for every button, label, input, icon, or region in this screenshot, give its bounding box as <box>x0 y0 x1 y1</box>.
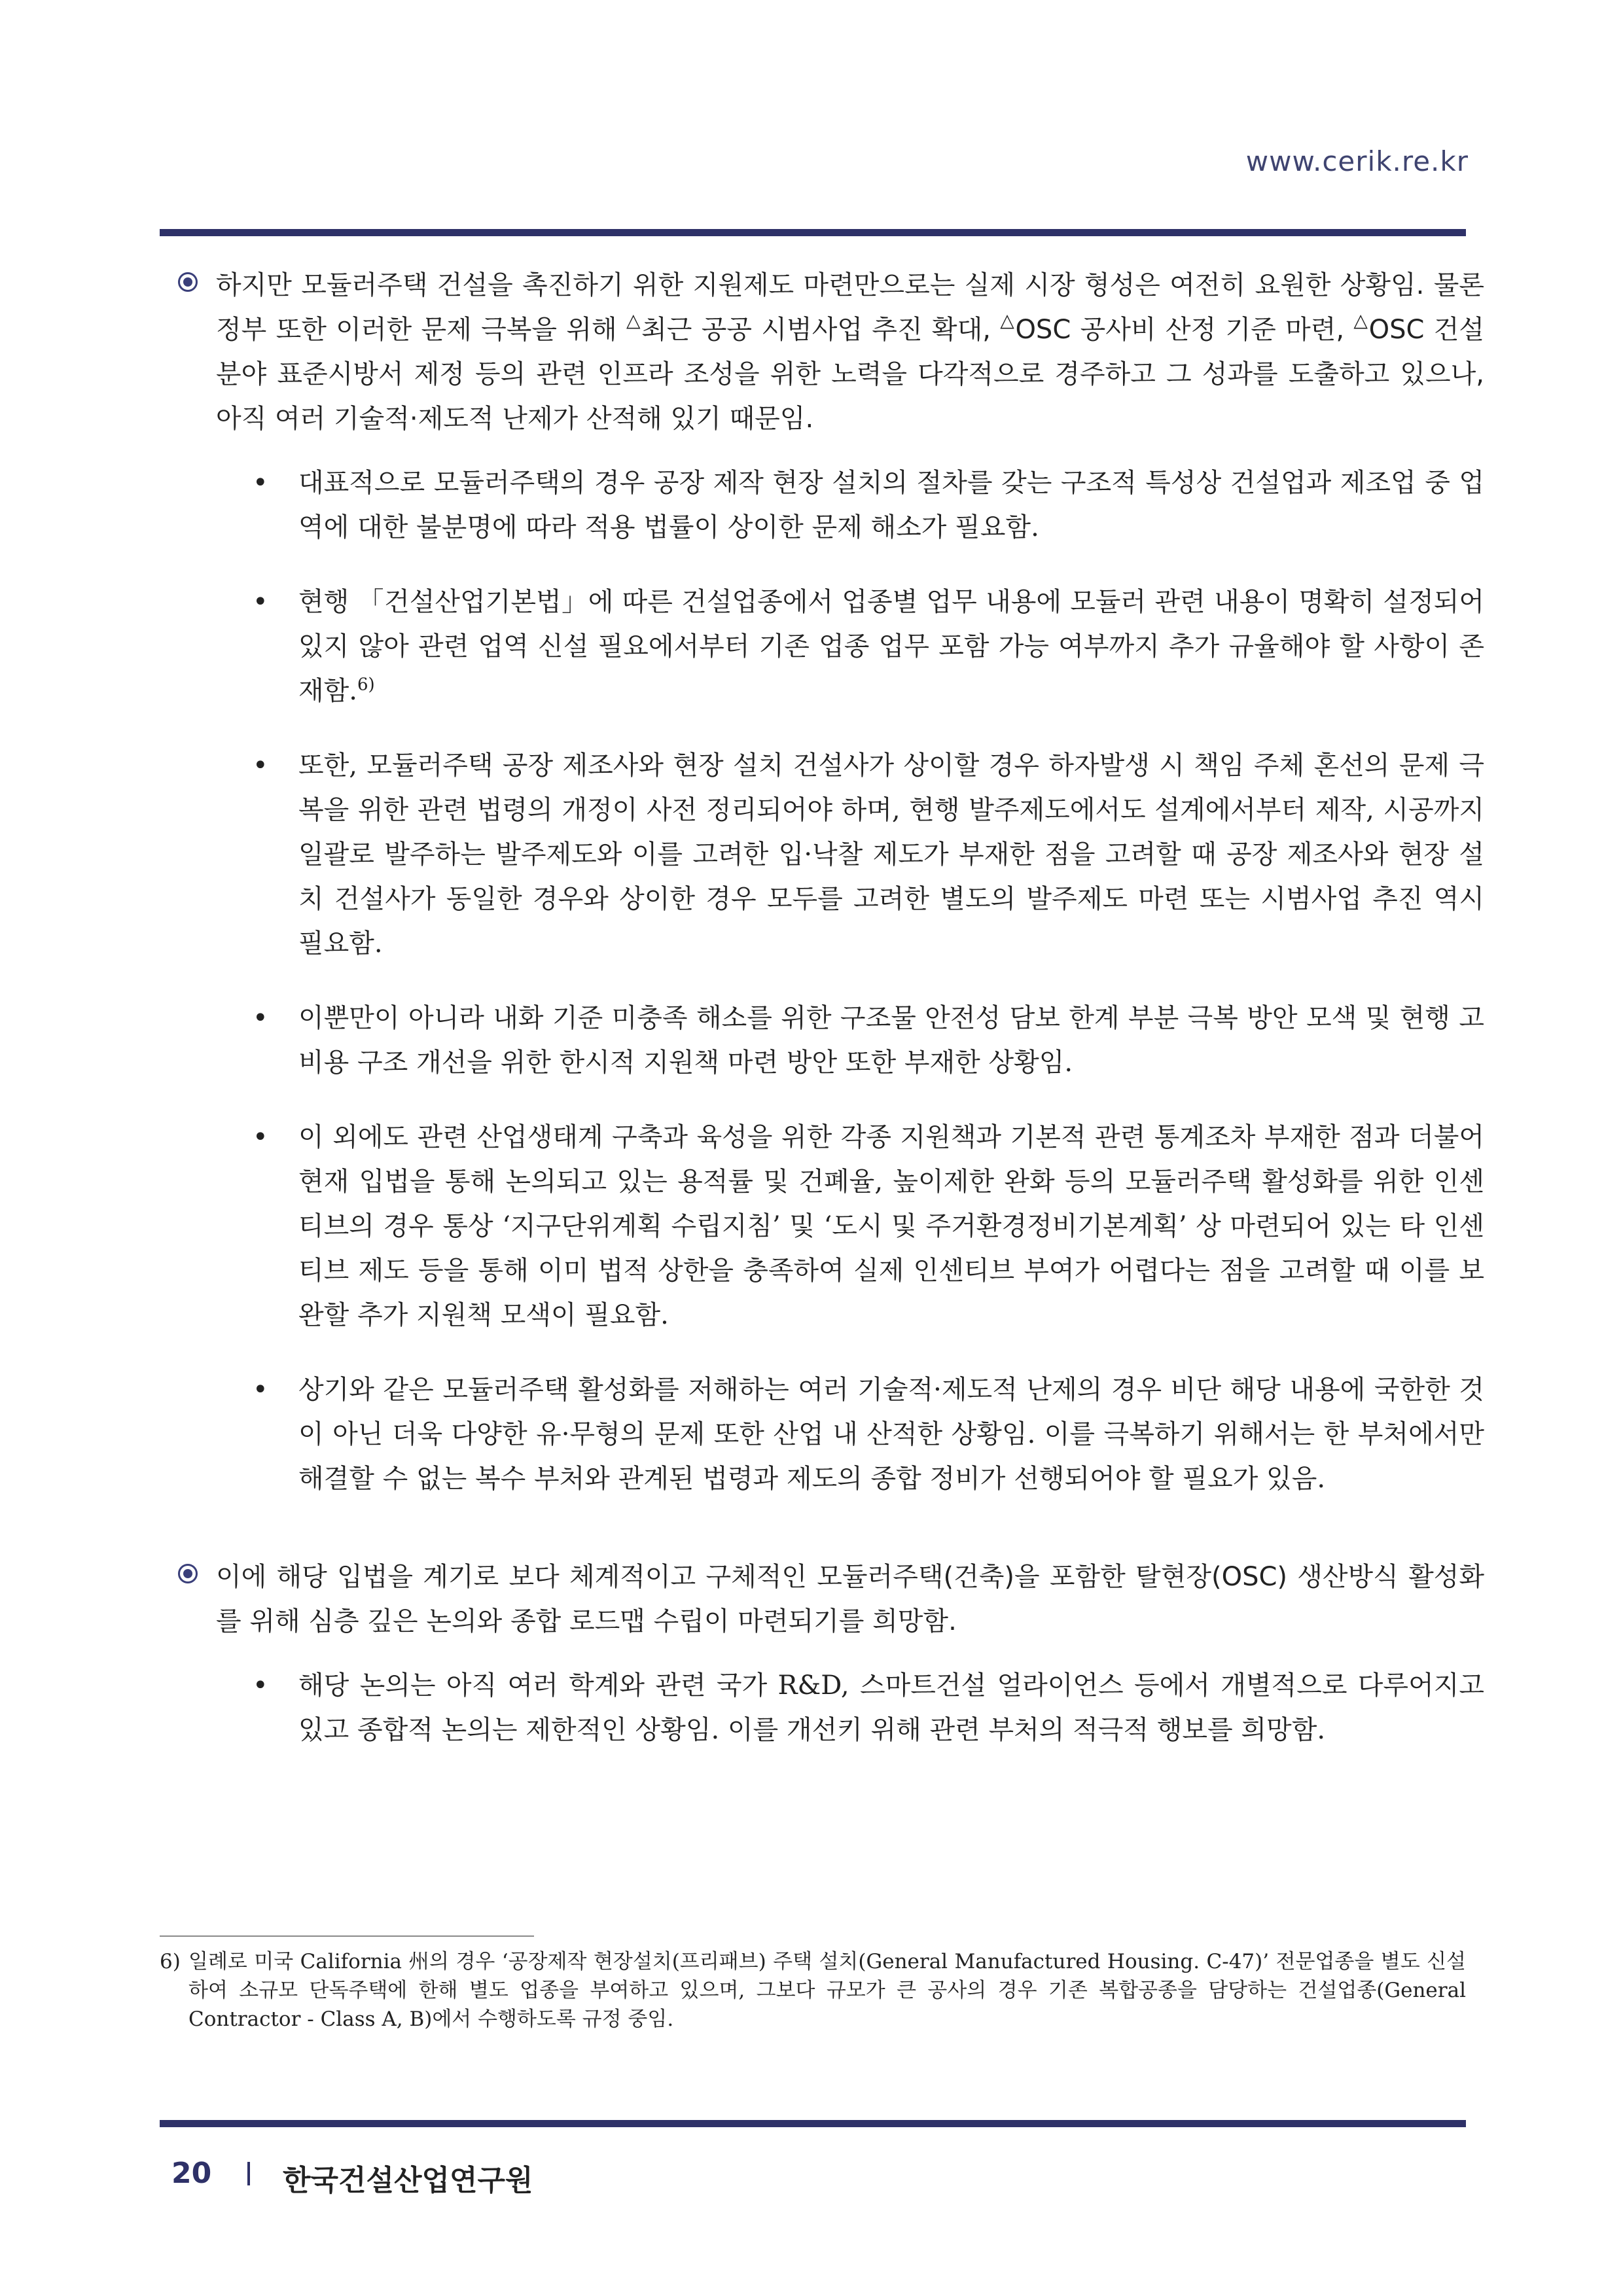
sub-point <box>216 1663 1484 1752</box>
section-gap <box>178 1531 1484 1555</box>
sub-point <box>216 743 1484 966</box>
circle-bullet-icon <box>178 272 198 292</box>
sub-point <box>216 1368 1484 1501</box>
bullet-dot-icon: • <box>253 587 268 617</box>
footnote-rule <box>160 1935 534 1937</box>
sub-point <box>216 1115 1484 1337</box>
main-point-text: 최근 공공 시범사업 추진 확대, <box>641 315 1001 345</box>
triangle-icon: △ <box>1000 309 1016 331</box>
triangle-icon: △ <box>626 309 642 331</box>
sub-point-text: 대표적으로 모듈러주택의 경우 공장 제작 현장 설치의 절차를 갖는 구조적 특성상 건설업과 제조업 중 업역에 대한 불분명에 따라 적용 법률이 상이한 문제 해소가 필요함. <box>298 468 1484 542</box>
footnote-ref-link[interactable]: 6) <box>357 675 375 695</box>
bullet-dot-icon: • <box>253 1375 268 1405</box>
sub-point-text: 또한, 모듈러주택 공장 제조사와 현장 설치 건설사가 상이할 경우 하자발생 시 책임 주체 혼선의 문제 극복을 위한 관련 법령의 개정이 사전 정리되어야 하며, 현행 발주제도에서도 설계에서부터 제작, 시공까지 일괄로 발주하는 발주제도와 이를 고려한 입·낙찰 제도가 부재한 점을 고려할 때 공장 제조사와 현장 설치 건설사가 동일한 경우와 상이한 경우 모두를 고려한 별도의 발주제도 마련 또는 시범사업 추진 역시 필요함. <box>298 751 1484 959</box>
triangle-icon: △ <box>1353 309 1369 331</box>
footer-separator <box>247 2162 250 2185</box>
footnote-text: 일례로 미국 California 州의 경우 ‘공장제작 현장설치(프리패브) 주택 설치(General Manufactured Housing. C-47)’ 전문업종을 별도 신설하여 소규모 단독주택에 한해 별도 업종을 부여하고 있으며, 그보다 규모가 큰 공사의 경우 기존 복합공종을 담당하는 건설업종(General Contractor - Class A, B)에서 수행하도록 규정 중임. <box>188 1950 1466 2031</box>
sub-point <box>216 580 1484 713</box>
main-point-2 <box>178 1555 1484 1644</box>
main-point-text: 하지만 모듈러주택 건설을 촉진하기 위한 지원제도 마련만으로는 실제 시장 형성은 여전히 요원한 상황임. 물론 정부 또한 이러한 문제 극복을 위해 <box>216 270 1484 345</box>
sub-point-text: 이 외에도 관련 산업생태계 구축과 육성을 위한 각종 지원책과 기본적 관련 통계조차 부재한 점과 더불어 현재 입법을 통해 논의되고 있는 용적률 및 건폐율, 높이제한 완화 등의 모듈러주택 활성화를 위한 인센티브의 경우 통상 ‘지구단위계획 수립지침’ 및 ‘도시 및 주거환경정비기본계획’ 상 마련되어 있는 타 인센티브 제도 등을 통해 이미 법적 상한을 충족하여 실제 인센티브 부여가 어렵다는 점을 고려할 때 이를 보완할 추가 지원책 모색이 필요함. <box>298 1122 1484 1330</box>
main-point-text: OSC 건설분야 표준시방서 제정 등의 관련 인프라 조성을 위한 노력을 다각적으로 경주하고 그 성과를 도출하고 있으나, 아직 여러 기술적·제도적 난제가 산적해 있기 때문임. <box>216 315 1485 434</box>
sub-point-text: 현행 「건설산업기본법」에 따른 건설업종에서 업종별 업무 내용에 모듈러 관련 내용이 명확히 설정되어 있지 않아 관련 업역 신설 필요에서부터 기존 업종 업무 포함 가능 여부까지 추가 규율해야 할 사항이 존재함. <box>298 587 1484 706</box>
circle-bullet-icon <box>178 1564 198 1583</box>
site-url[interactable]: www.cerik.re.kr <box>1245 145 1469 177</box>
header-rule <box>160 229 1466 236</box>
bullet-dot-icon: • <box>253 1670 268 1701</box>
bullet-dot-icon: • <box>253 1122 268 1152</box>
sub-point <box>216 996 1484 1085</box>
main-point-text: 이에 해당 입법을 계기로 보다 체계적이고 구체적인 모듈러주택(건축)을 포함한 탈현장(OSC) 생산방식 활성화를 위해 심층 깊은 논의와 종합 로드맵 수립이 마련되기를 희망함. <box>216 1562 1484 1636</box>
sub-point <box>216 461 1484 550</box>
footnote-number: 6) <box>160 1950 181 1973</box>
main-point-1 <box>178 263 1484 441</box>
footnote <box>160 1947 1466 2034</box>
main-point-text: OSC 공사비 산정 기준 마련, <box>1015 315 1354 345</box>
sub-point-text: 상기와 같은 모듈러주택 활성화를 저해하는 여러 기술적·제도적 난제의 경우 비단 해당 내용에 국한한 것이 아닌 더욱 다양한 유·무형의 문제 또한 산업 내 산적한 상황임. 이를 극복하기 위해서는 한 부처에서만 해결할 수 없는 복수 부처와 관계된 법령과 제도의 종합 정비가 선행되어야 할 필요가 있음. <box>298 1375 1484 1494</box>
sub-point-text: 이뿐만이 아니라 내화 기준 미충족 해소를 위한 구조물 안전성 담보 한계 부분 극복 방안 모색 및 현행 고비용 구조 개선을 위한 한시적 지원책 마련 방안 또한 부재한 상황임. <box>298 1003 1484 1078</box>
bullet-dot-icon: • <box>253 751 268 781</box>
sub-point-text: 해당 논의는 아직 여러 학계와 관련 국가 R&D, 스마트건설 얼라이언스 등에서 개별적으로 다루어지고 있고 종합적 논의는 제한적인 상황임. 이를 개선키 위해 관련 부처의 적극적 행보를 희망함. <box>298 1670 1484 1745</box>
page-number: 20 <box>171 2157 212 2190</box>
footer-rule <box>160 2120 1466 2127</box>
bullet-dot-icon: • <box>253 468 268 498</box>
organization-name: 한국건설산업연구원 <box>283 2164 533 2197</box>
body-content <box>178 263 1484 1782</box>
bullet-dot-icon: • <box>253 1003 268 1033</box>
